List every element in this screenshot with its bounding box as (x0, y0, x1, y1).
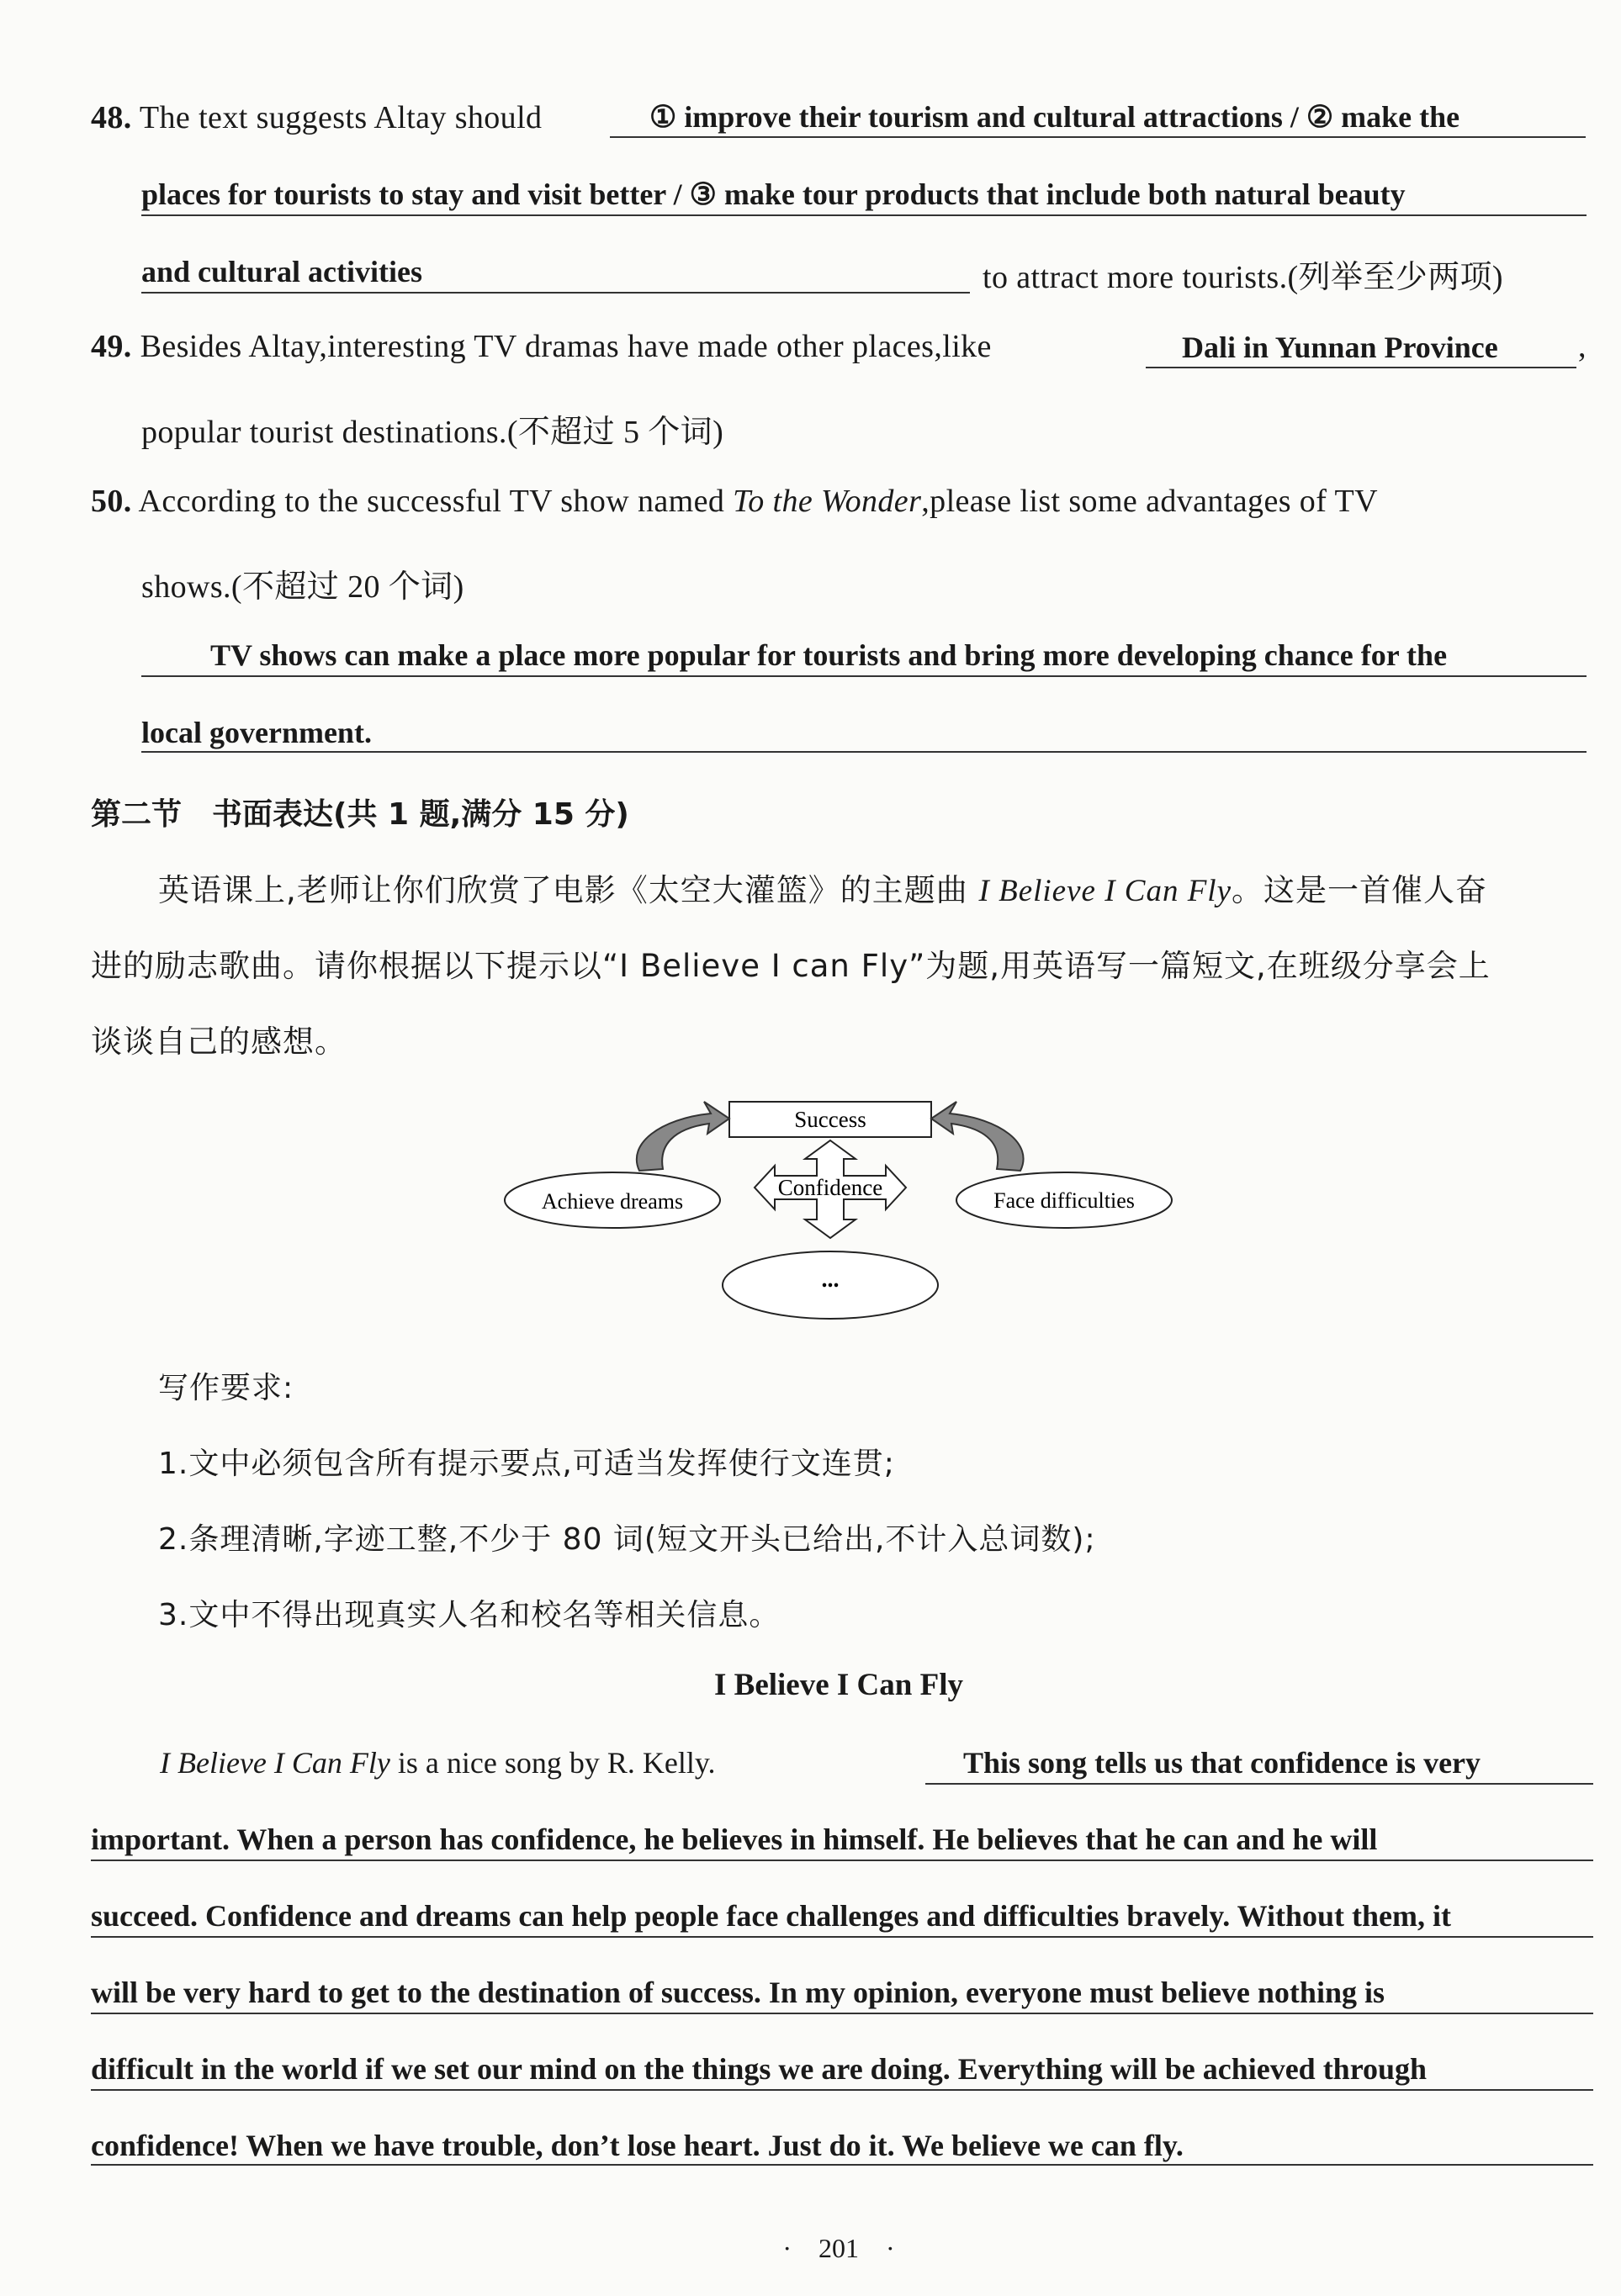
question-text: The text suggests Altay should (139, 100, 543, 135)
question-number: 48. (91, 100, 132, 135)
essay-text: is a nice song by R. Kelly. (389, 1746, 716, 1780)
essay-answer-line-6 (91, 2128, 1184, 2163)
success-label: Success (794, 1107, 866, 1132)
essay-answer-line-2 (91, 1822, 1377, 1857)
song-title: I Believe I Can Fly (160, 1746, 390, 1780)
prompt-line-2: 进的励志歌曲。请你根据以下提示以“I Believe I can Fly”为题,用英语写一篇短文,在班级分享会上 (91, 948, 1491, 984)
prompt-line-3: 谈谈自己的感想。 (91, 1024, 347, 1060)
section-title: 第二节 书面表达(共 1 题,满分 15 分) (91, 797, 629, 832)
achieve-dreams-label: Achieve dreams (541, 1189, 684, 1214)
essay-answer-line-5 (91, 2051, 1427, 2087)
question-text: According to the successful TV show named (138, 484, 725, 519)
left-curved-arrow (637, 1102, 729, 1171)
requirements-heading: 写作要求: (158, 1371, 294, 1405)
question-number: 50. (91, 484, 132, 519)
essay-text: will be very hard to get to the destination of success. In my opinion, everyone must believe nothing is (91, 1976, 1385, 2009)
requirement-item: 3.文中不得出现真实人名和校名等相关信息。 (158, 1598, 781, 1632)
right-curved-arrow (931, 1102, 1024, 1171)
page-number: · 201 · (782, 2233, 895, 2263)
essay-opening (160, 1745, 716, 1780)
answer-underline (91, 1936, 1593, 1938)
answer-underline (141, 751, 1587, 753)
question-49-stem (91, 328, 992, 365)
question-text: Besides Altay,interesting TV dramas have made other places,like (140, 329, 992, 364)
answer-underline (141, 292, 970, 294)
answer-underline (91, 2164, 1593, 2166)
answer-underline (91, 2089, 1593, 2091)
prompt-text: 英语课上,老师让你们欣赏了电影《太空大灌篮》的主题曲 (158, 872, 979, 908)
essay-text: important. When a person has confidence, he believes in himself. He believes that he can and he will (91, 1823, 1378, 1856)
answer-underline (91, 2013, 1593, 2014)
question-49-answer: Dali in Yunnan Province (1182, 331, 1498, 364)
essay-answer-line-3 (91, 1898, 1451, 1934)
essay-text: confidence! When we have trouble, don’t lose heart. Just do it. We believe we can fly. (91, 2129, 1184, 2162)
question-50-stem (91, 483, 1378, 520)
answer-underline (141, 675, 1587, 677)
more-points-label: ... (821, 1267, 840, 1293)
essay-title: I Believe I Can Fly (714, 1668, 963, 1702)
prompt-line-1 (158, 865, 1487, 910)
prompt-text: 。这是一首催人奋 (1232, 872, 1488, 908)
question-48-answer-line-1: ① improve their tourism and cultural attractions / ② make the (649, 100, 1460, 134)
answer-underline (925, 1783, 1593, 1785)
essay-text: succeed. Confidence and dreams can help people face challenges and difficulties bravely. Without them, it (91, 1899, 1451, 1933)
requirement-item: 1.文中必须包含所有提示要点,可适当发挥使行文连贯; (158, 1447, 895, 1481)
answer-underline (1146, 367, 1576, 368)
question-50-answer-line-1: TV shows can make a place more popular for tourists and bring more developing chance for the (210, 638, 1448, 672)
comma: , (1578, 329, 1587, 364)
essay-answer-line-4 (91, 1975, 1385, 2010)
show-title: To the Wonder (733, 484, 922, 519)
requirement-item: 2.条理清晰,字迹工整,不少于 80 词(短文开头已给出,不计入总词数); (158, 1522, 1096, 1557)
confidence-label: Confidence (777, 1175, 883, 1200)
answer-underline (610, 136, 1586, 138)
essay-text: This song tells us that confidence is very (963, 1746, 1481, 1780)
mind-map-diagram (492, 1085, 1182, 1329)
answer-underline (91, 1860, 1593, 1861)
question-48-answer-line-2: places for tourists to stay and visit better / ③ make tour products that include both natural beauty (141, 177, 1406, 211)
essay-answer-line-1 (963, 1745, 1481, 1780)
question-50-line-2: shows.(不超过 20 个词) (141, 569, 464, 605)
question-50-answer-line-2: local government. (141, 716, 372, 749)
question-48-stem (91, 99, 542, 136)
essay-text: difficult in the world if we set our mind on the things we are doing. Everything will be achieved through (91, 2052, 1428, 2086)
question-48-tail: to attract more tourists.(列举至少两项) (983, 260, 1503, 295)
song-title: I Believe I Can Fly (978, 874, 1232, 908)
question-49-line-2: popular tourist destinations.(不超过 5 个词) (141, 415, 724, 450)
question-number: 49. (91, 329, 132, 364)
answer-underline (141, 214, 1587, 216)
question-48-answer-line-3: and cultural activities (141, 255, 422, 288)
question-text: ,please list some advantages of TV (921, 484, 1378, 519)
face-difficulties-label: Face difficulties (993, 1188, 1135, 1213)
